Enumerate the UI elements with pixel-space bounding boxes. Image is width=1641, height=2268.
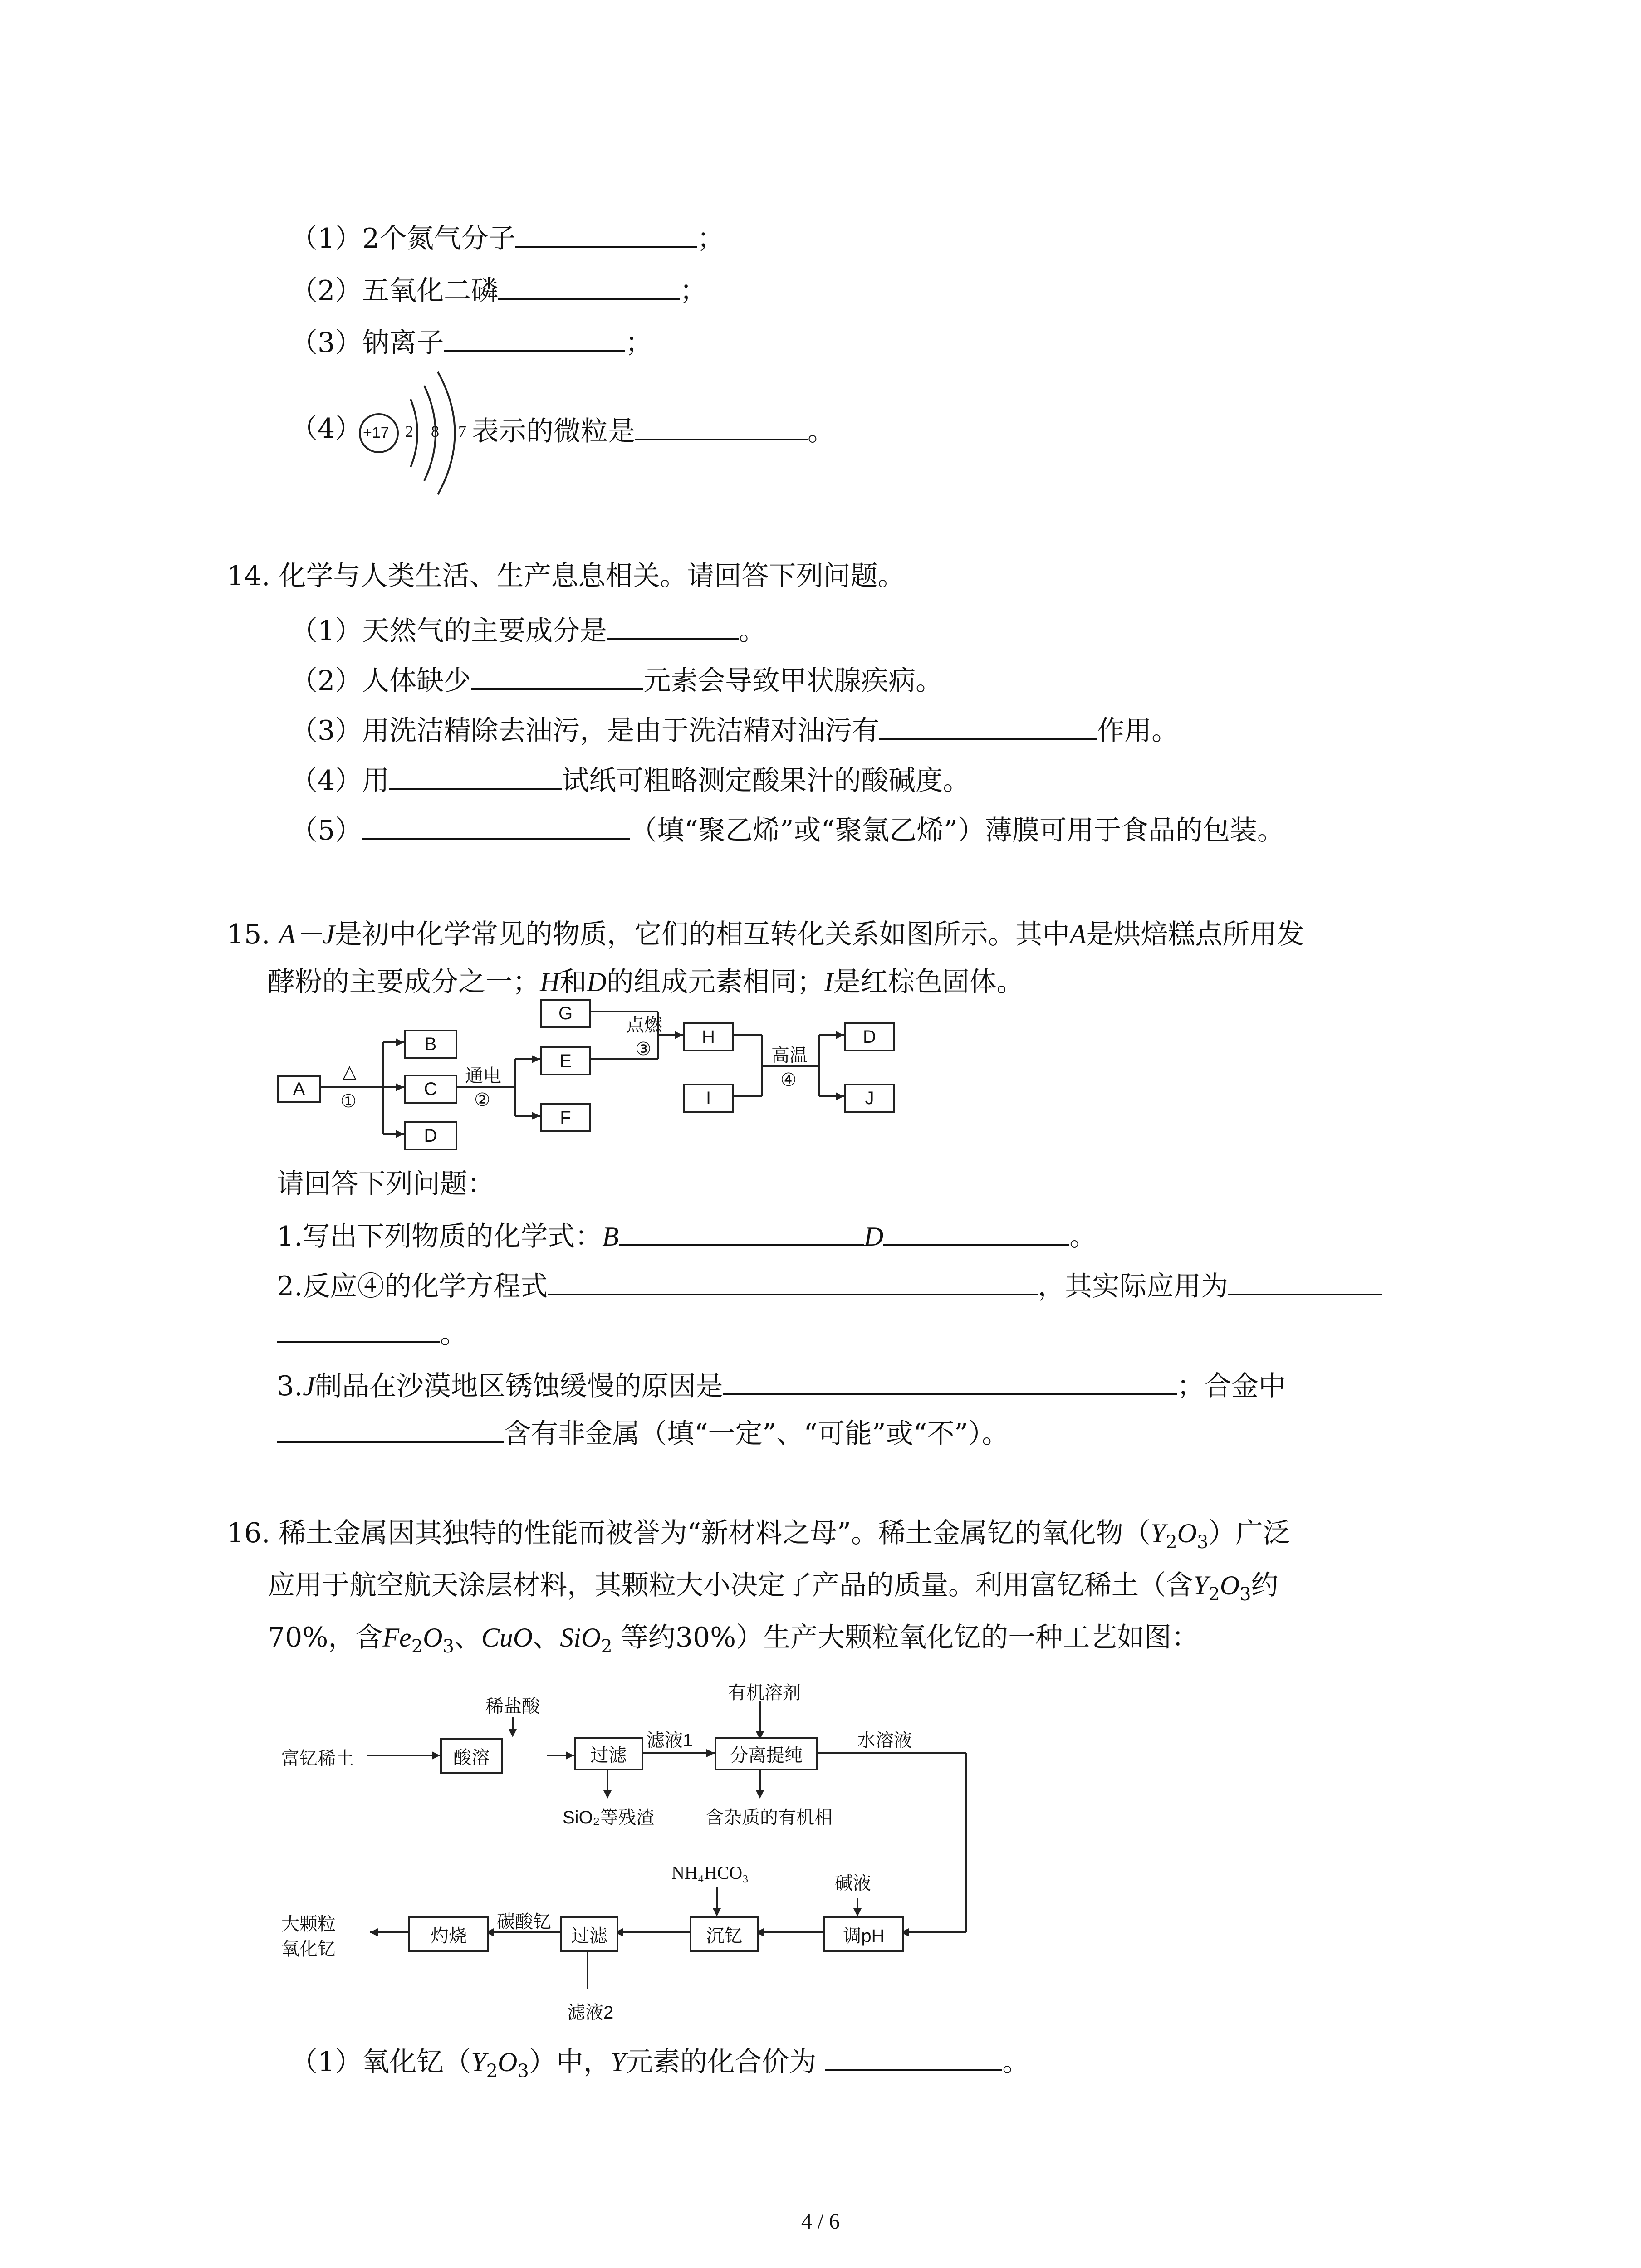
q15-stem-line-2: 酵粉的主要成分之一；H和D的组成元素相同；I是红棕色固体。 [268,966,1024,998]
reaction-3-condition: 点燃 [626,1015,662,1035]
step-calcine: 灼烧 [408,1916,489,1952]
q15-part-3-cont: 含有非金属（填“一定”、“可能”或“不”）。 [277,1413,1009,1452]
answer-blank[interactable] [389,760,562,790]
q14-item-4: （4）用 试纸可粗略测定酸果汁的酸碱度。 [290,760,970,799]
atom-shell-1: 2 [405,422,413,440]
aqueous-label: 水溶液 [857,1730,912,1750]
q14-item-2: （2）人体缺少 元素会导致甲状腺疾病。 [290,660,943,699]
q16-stem-line-3: 70%，含$Fe_2O_3$、CuO、SiO$_2$ 等约30%）生产大颗粒氧化钇的一种工艺如图： [268,1622,1199,1657]
atom-shell-2: 8 [431,422,439,440]
answer-blank[interactable] [635,411,808,440]
q15-part-1: 1.写出下列物质的化学式：B D 。 [277,1216,1097,1255]
yttrium-carbonate-label: 碳酸钇 [497,1912,551,1932]
q14-item-1: （1）天然气的主要成分是 。 [290,610,766,649]
q14-title: 14. 化学与人类生活、生产息息相关。请回答下列问题。 [227,560,905,592]
q16-stem-line-2: 应用于航空航天涂层材料，其颗粒大小决定了产品的质量。利用富钇稀土（含$Y_2O_3$约 [268,1569,1279,1605]
step-acid-dissolve: 酸溶 [440,1738,503,1774]
answer-blank[interactable] [1228,1266,1382,1295]
step-filter-2: 过滤 [560,1916,618,1952]
q13-item-4: 表示的微粒是 。 [472,411,835,450]
answer-blank[interactable] [548,1266,1038,1295]
reaction-2-condition: 通电 [465,1066,501,1086]
atom-shell-3: 7 [458,422,466,440]
node-I: I [683,1084,734,1113]
q16-item-1: （1）氧化钇$(Y_2O_3)$中，Y元素的化合价为 。 [290,2041,1029,2089]
reaction-1-condition: △ [343,1062,357,1082]
node-H: H [683,1022,734,1051]
reaction-1-number: ① [340,1091,357,1111]
q15-part-2: 2.反应④的化学方程式 ，其实际应用为 [277,1266,1382,1305]
input-nh4hco3: NH₄HCO₃ [671,1862,749,1883]
node-E: E [540,1046,591,1075]
answer-blank[interactable] [883,1216,1069,1246]
answer-blank[interactable] [498,270,680,300]
q13-item-1: （1）2个氮气分子 ； [290,218,724,257]
page-number: 4 / 6 [801,2209,840,2234]
filtrate-1-label: 滤液1 [647,1730,693,1750]
q15-part-2-cont: 。 [277,1313,467,1352]
answer-blank[interactable] [444,322,625,352]
product-label-2: 氧化钇 [281,1939,336,1959]
feed-label: 富钇稀土 [281,1749,354,1769]
q13-item-4-label: （4） [290,413,362,445]
node-D: D [404,1121,457,1150]
node-C: C [404,1075,457,1104]
step-separation: 分离提纯 [715,1737,818,1770]
input-base: 碱液 [835,1873,871,1893]
node-D: D [844,1022,895,1051]
reaction-4-condition: 高温 [771,1046,808,1066]
step-filter-1: 过滤 [574,1737,643,1770]
input-hcl: 稀盐酸 [485,1696,540,1716]
q15-part-3: 3.J制品在沙漠地区锈蚀缓慢的原因是 ；合金中 [277,1365,1286,1404]
step-precipitate: 沉钇 [690,1916,759,1952]
answer-blank[interactable] [362,810,630,840]
reaction-2-number: ② [474,1090,490,1110]
node-G: G [540,999,591,1028]
organic-phase-label: 含杂质的有机相 [705,1808,833,1828]
answer-blank[interactable] [825,2041,1002,2071]
q13-item-2: （2）五氧化二磷 ； [290,270,707,309]
node-J: J [844,1084,895,1113]
node-F: F [540,1103,591,1132]
answer-blank[interactable] [515,218,697,248]
q13-item-3: （3）钠离子 ； [290,322,652,361]
answer-blank[interactable] [277,1313,440,1343]
answer-blank[interactable] [723,1365,1177,1395]
atom-nucleus: +17 [363,424,389,441]
q16-stem-line-1: 16. 稀土金属因其独特的性能而被誉为“新材料之母”。稀土金属钇的氧化物$(Y_2O_3)$广泛 [227,1517,1290,1553]
q14-item-5: （5） （填“聚乙烯”或“聚氯乙烯”）薄膜可用于食品的包装。 [290,810,1284,849]
answer-blank[interactable] [471,660,643,690]
q14-item-3: （3）用洗洁精除去油污，是由于洗洁精对油污有 作用。 [290,710,1179,749]
residue-label: SiO₂等残渣 [563,1808,655,1828]
reaction-3-number: ③ [635,1039,652,1059]
step-adjust-ph: 调pH [823,1916,904,1952]
answer-blank[interactable] [619,1216,864,1246]
answer-blank[interactable] [879,710,1097,740]
filtrate-2-label: 滤液2 [567,2003,614,2023]
input-organic-solvent: 有机溶剂 [728,1683,801,1703]
node-B: B [404,1030,457,1059]
q15-ask: 请回答下列问题： [277,1168,495,1200]
answer-blank[interactable] [607,610,739,640]
node-A: A [277,1075,321,1103]
answer-blank[interactable] [277,1413,504,1443]
product-label-1: 大颗粒 [281,1914,336,1934]
q15-stem-line-1: 15. A－J是初中化学常见的物质，它们的相互转化关系如图所示。其中A是烘焙糕点所用发 [227,919,1304,950]
reaction-4-number: ④ [780,1070,797,1090]
